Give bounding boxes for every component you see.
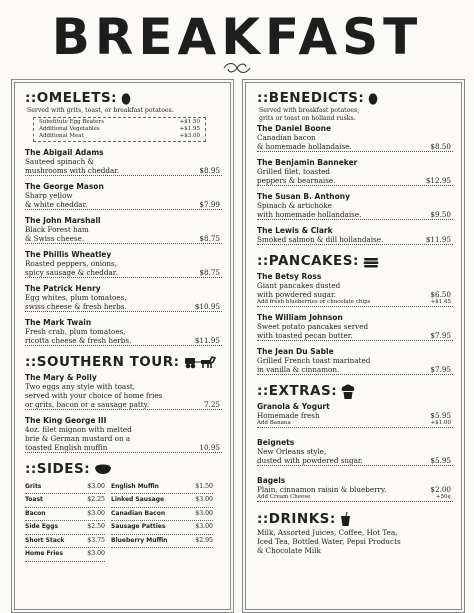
omelets-options-box (33, 117, 206, 142)
menu-item: The Jean Du Sable Grilled French toast marinated in vanilla & cinnamon. $7.95 (257, 347, 451, 374)
option-row: Additional Meat +$3.00 (39, 132, 200, 139)
drinks-list: Milk, Assorted Juices, Coffee, Hot Tea, (257, 528, 398, 537)
item-price: $11.95 (425, 235, 451, 244)
side-row: English Muffin $1.50 (111, 481, 213, 495)
item-price: $8.75 (199, 233, 220, 243)
menu-item: The Susan B. Anthony Spinach & artichoke with homemade hollandaise. $9.50 (257, 192, 451, 219)
item-name: The Phillis Wheatley (25, 249, 112, 259)
sides-column-right (111, 481, 219, 563)
item-price: $5.95 (430, 411, 451, 420)
item-name: The Mark Twain (25, 317, 92, 327)
item-price: $8.50 (430, 142, 451, 151)
benedicts-subtitle: Served with breakfast potatoes, (259, 107, 360, 114)
item-name: The Lewis & Clark (257, 226, 333, 235)
southern-tour-section-heading: ::SOUTHERN TOUR: (25, 354, 222, 371)
pancake-stack-icon (363, 256, 379, 268)
item-price: $7.95 (430, 331, 451, 340)
item-name: The William Johnson (257, 313, 343, 322)
menu-item: The Abigail Adams Sauteed spinach & mushrooms with cheddar. $8.95 (25, 147, 220, 175)
menu-item: The Daniel Boone Canadian bacon & homemade hollandaise. $8.50 (257, 124, 451, 151)
extras-section-heading: ::EXTRAS: (257, 383, 453, 400)
item-price: $10.95 (194, 301, 220, 311)
menu-title: BREAKFAST (51, 8, 423, 66)
menu-item: Beignets New Orleans style, dusted with powdered sugar. $5.95 (257, 438, 451, 465)
item-name: Granola & Yogurt (257, 402, 330, 411)
side-row: Canadian Bacon $3.00 (111, 508, 213, 522)
item-price: $9.50 (430, 210, 451, 219)
item-price: $8.95 (199, 165, 220, 175)
item-name: The Jean Du Sable (257, 347, 334, 356)
side-row: Grits $3.00 (25, 481, 105, 495)
side-row: Home Fries $3.00 (25, 548, 105, 562)
menu-item: The Patrick Henry Egg whites, plum tomatoes, swiss cheese & fresh herbs. $10.95 (25, 283, 220, 311)
item-price: 10.95 (199, 442, 220, 452)
item-price: $2.00 (430, 485, 451, 494)
item-name: The Susan B. Anthony (257, 192, 350, 201)
side-row: Toast $2.25 (25, 494, 105, 508)
side-row: Linked Sausage $3.00 (111, 494, 213, 508)
side-row: Blueberry Muffin $2.95 (111, 535, 213, 549)
item-name: Beignets (257, 438, 295, 447)
item-name: The Benjamin Banneker (257, 158, 358, 167)
menu-item: The Mary & Polly Two eggs any style with toast, served with your choice of home fries or grits, bacon or a sausage patty. 7.25 (25, 372, 220, 409)
side-row: Side Eggs $2.50 (25, 521, 105, 535)
item-name: The Daniel Boone (257, 124, 332, 133)
drinks-section-heading: ::DRINKS: (257, 511, 453, 528)
menu-item: The Benjamin Banneker Grilled filet, toasted peppers & bearnaise. $12.95 (257, 158, 451, 185)
item-price: $12.95 (425, 176, 451, 185)
item-price: $7.99 (199, 199, 220, 209)
menu-item: The William Johnson Sweet potato pancakes served with toasted pecan butter. $7.95 (257, 313, 451, 340)
item-name: The Patrick Henry (25, 283, 101, 293)
item-name: The John Marshall (25, 215, 101, 225)
drink-cup-icon (340, 512, 351, 527)
omelets-subtitle: Served with grits, toast, or breakfast potatoes. (27, 107, 174, 114)
benedicts-section-heading: ::BENEDICTS: (257, 90, 453, 107)
item-price: $7.95 (430, 365, 451, 374)
pancakes-section-heading: ::PANCAKES: (257, 253, 453, 270)
side-row: Bacon $3.00 (25, 508, 105, 522)
item-price: 7.25 (203, 399, 220, 409)
menu-item: The Lewis & Clark Smoked salmon & dill hollandaise. $11.95 (257, 226, 451, 244)
omelets-section-heading: ::OMELETS: (25, 90, 222, 107)
menu-item: Bagels Plain, cinnamon raisin & blueberry. $2.00 Add Cream Cheese +50¢ (257, 476, 451, 500)
menu-item: The King George III 4oz. filet mignon with melted brie & German mustard on a toasted English muffin 10.95 (25, 415, 220, 452)
item-price: $11.95 (194, 335, 220, 345)
egg-icon (121, 92, 131, 105)
item-name: The King George III (25, 415, 107, 425)
item-name: Bagels (257, 476, 286, 485)
item-name: The George Mason (25, 181, 104, 191)
horse-carriage-icon (184, 355, 216, 369)
right-menu-panel (245, 82, 462, 610)
menu-item: The Betsy Ross Giant pancakes dusted with powdered sugar. $6.50 Add fresh blueberries or chocolate chips +$1.45 (257, 272, 451, 305)
drinks-list: & Chocolate Milk (257, 546, 321, 555)
sides-list (25, 481, 222, 563)
menu-item: The Phillis Wheatley Roasted peppers, onions, spicy sausage & cheddar. $8.75 (25, 249, 220, 277)
menu-item: Granola & Yogurt Homemade fresh $5.95 Add Banana +$1.00 (257, 402, 451, 426)
menu-item: The John Marshall Black Forest ham & Swiss cheese. $8.75 (25, 215, 220, 243)
flourish-ornament (222, 62, 252, 74)
item-price: $5.95 (430, 456, 451, 465)
item-price: $8.75 (199, 267, 220, 277)
item-name: The Betsy Ross (257, 272, 322, 281)
sides-section-heading: ::SIDES: (25, 461, 222, 478)
side-row: Short Stack $3.75 (25, 535, 105, 549)
menu-item: The Mark Twain Fresh crab, plum tomatoes, ricotta cheese & fresh herbs. $11.95 (25, 317, 220, 345)
option-row: Substitute Egg Beaters +$1.50 (39, 118, 200, 125)
item-name: The Abigail Adams (25, 147, 104, 157)
left-menu-panel (14, 82, 231, 610)
egg-icon (368, 92, 378, 105)
item-price: $6.50 (430, 290, 451, 299)
bowl-icon (94, 463, 112, 475)
item-name: The Mary & Polly (25, 372, 97, 382)
benedicts-subtitle: grits or toast on holland rusks. (259, 114, 356, 122)
side-row: Sausage Patties $3.00 (111, 521, 213, 535)
muffin-icon (341, 384, 355, 400)
drinks-list: Iced Tea, Bottled Water, Pepsi Products (257, 537, 401, 546)
menu-item: The George Mason Sharp yellow & white cheddar. $7.99 (25, 181, 220, 209)
option-row: Additional Vegetables +$1.95 (39, 125, 200, 132)
sides-column-left (25, 481, 111, 563)
